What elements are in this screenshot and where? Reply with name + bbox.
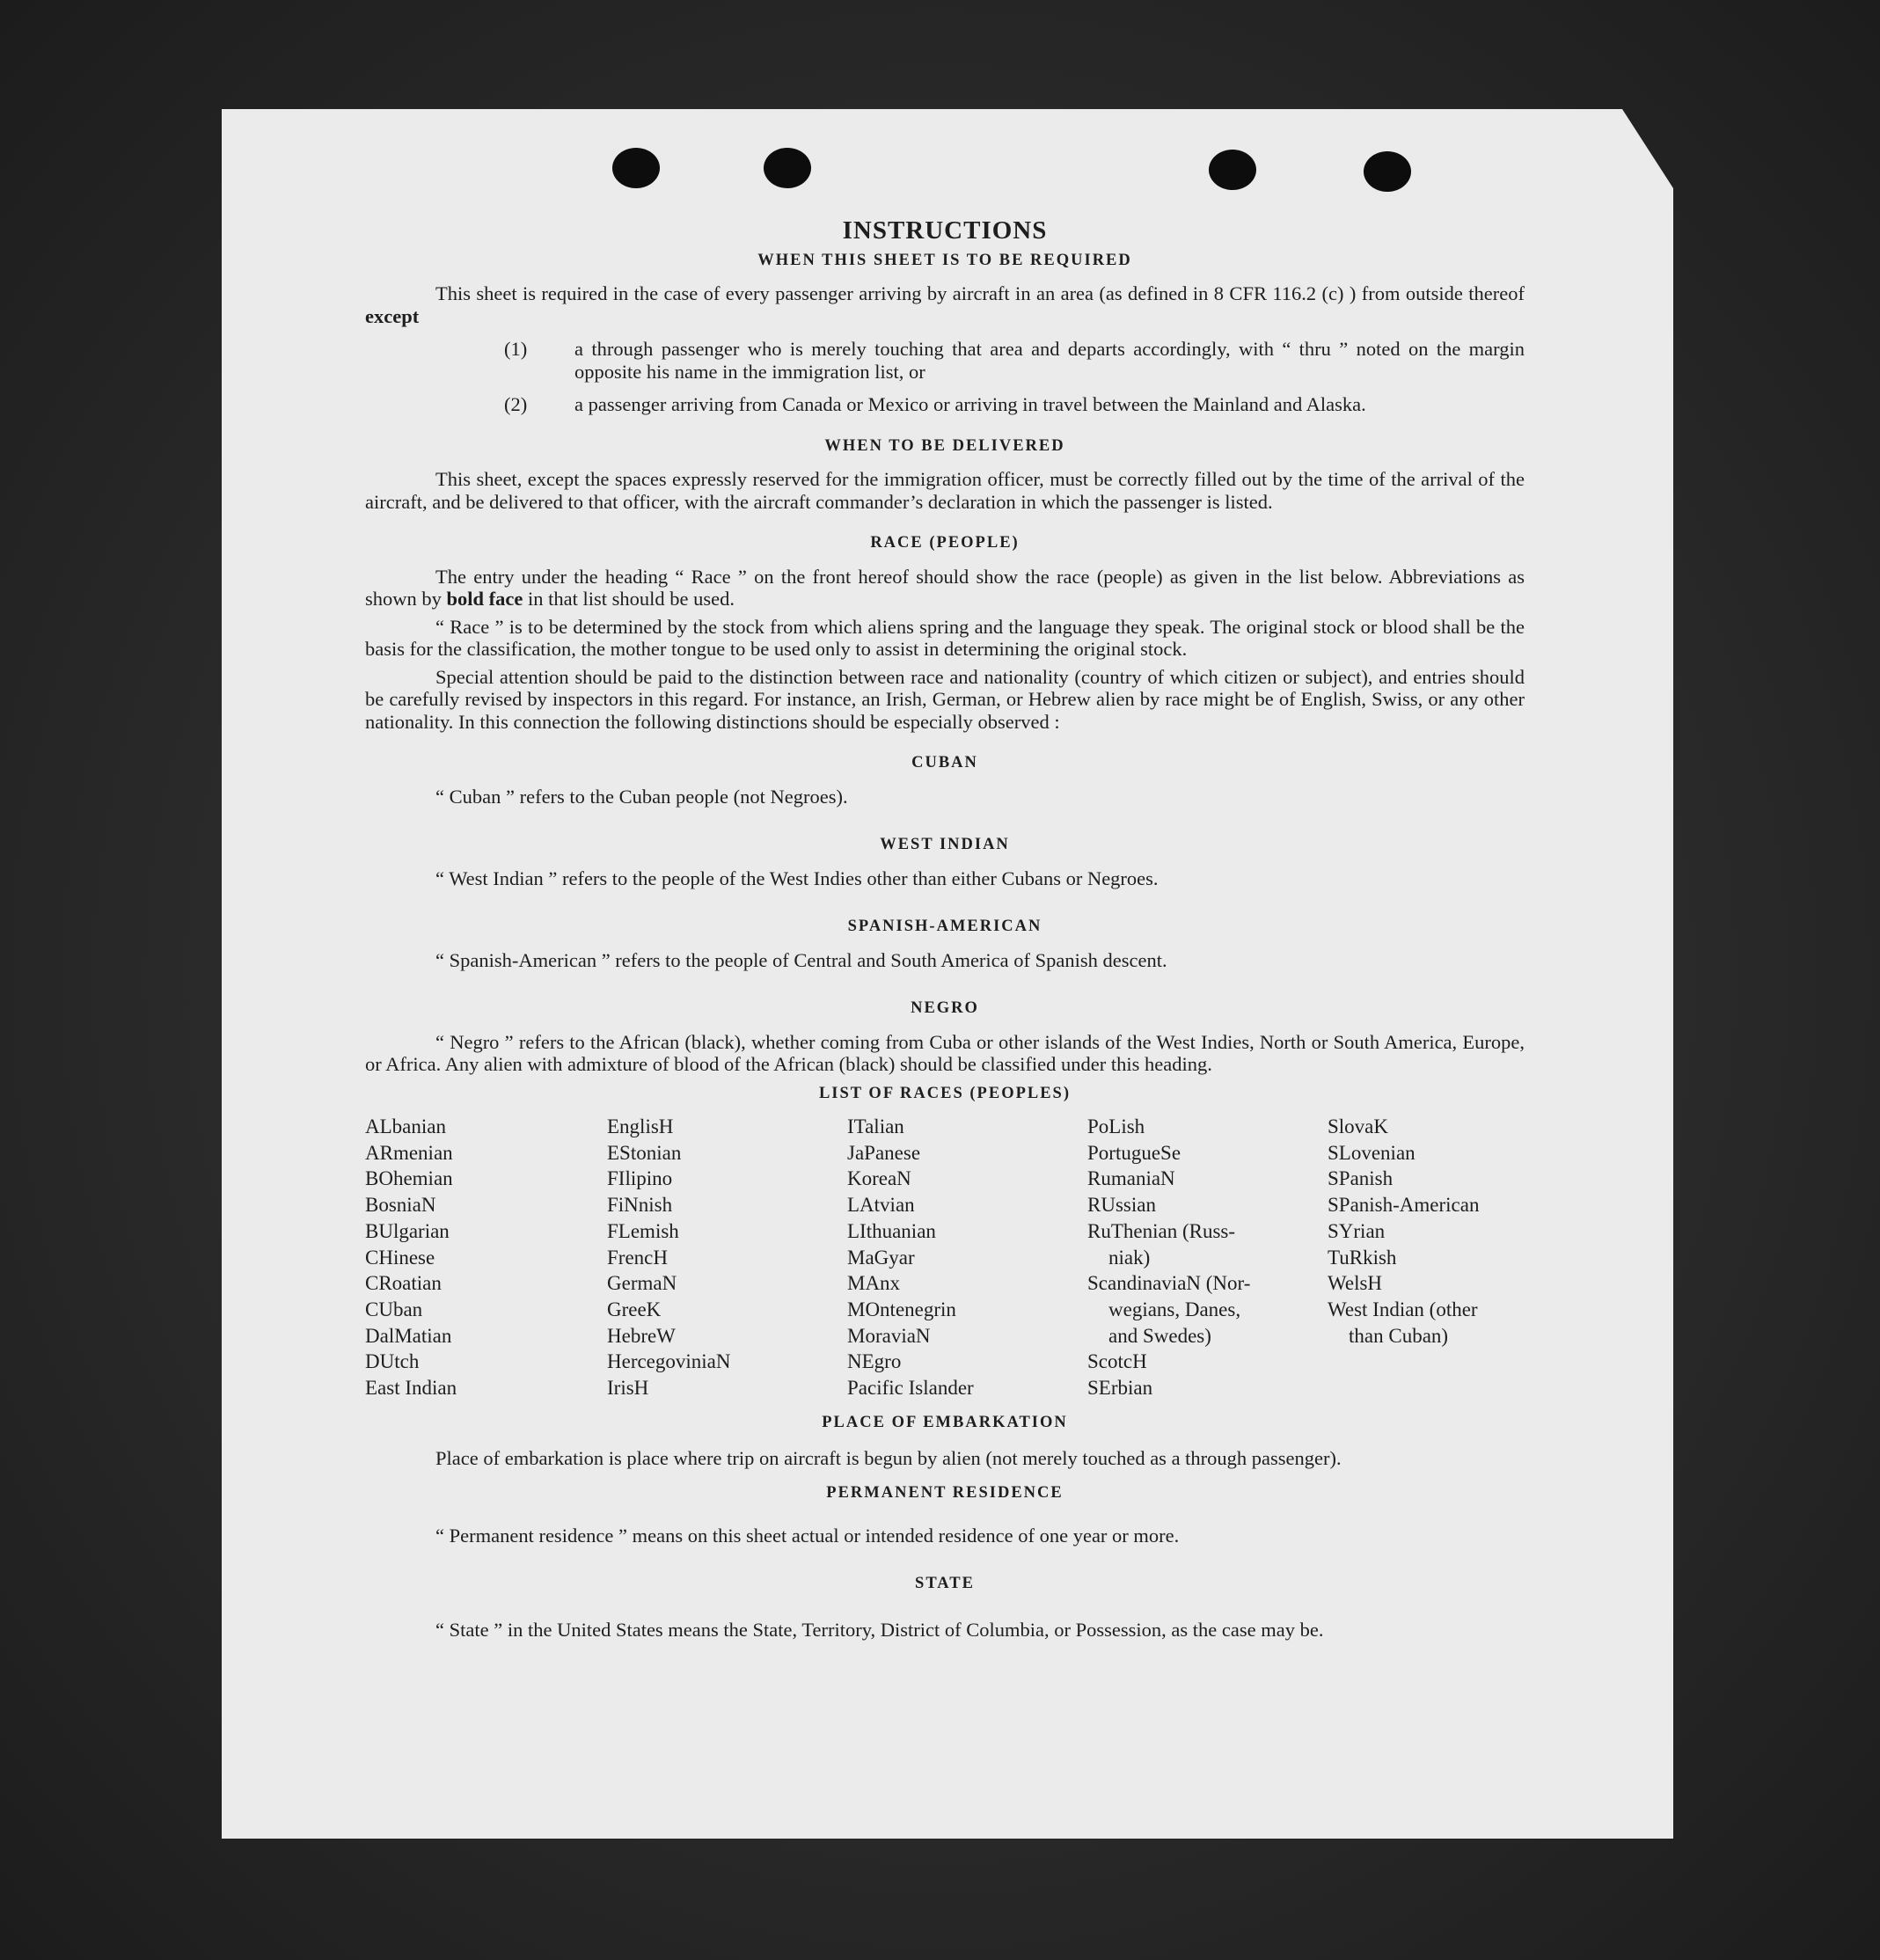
race-entry: HebreW [607,1324,676,1347]
race-p1-bold: bold face [446,588,523,610]
race-entry: RuThenian (Russ- [1087,1219,1236,1242]
page-title: INSTRUCTIONS [842,216,1048,245]
race-entry: PortugueSe [1087,1141,1181,1164]
section-heading-state: STATE [915,1575,975,1593]
race-entry: SPanish [1328,1167,1394,1190]
negro-text: “ Negro ” refers to the African (black), whether coming from Cuba or other islands of the West Indies, North or South America, Europe, or Africa. Any alien with admixture of blood of the African (black) should be classified under this heading. [365,1030,1525,1075]
instructions-content [365,216,1525,1644]
race-entry: CRoatian [365,1272,442,1295]
race-entry: ARmenian [365,1141,453,1164]
when-delivered-text: This sheet, except the spaces expressly reserved for the immigration officer, must be correctly filled out by the time of the arrival of the aircraft, and be delivered to that officer, with the aircraft commander’s declaration in which the passenger is listed. [365,468,1525,513]
race-entry: MoraviaN [847,1324,931,1347]
section-heading-cuban: CUBAN [911,754,978,772]
race-entry: WelsH [1328,1272,1383,1295]
section-heading-negro: NEGRO [911,999,979,1017]
race-entry: NEgro [847,1350,902,1373]
race-paragraph-1 [365,566,1525,611]
race-p1-end: in that list should be used. [528,588,735,610]
cuban-text: “ Cuban ” refers to the Cuban people (not Negroes). [435,785,848,808]
race-entry-continuation: than Cuban) [1349,1324,1449,1347]
race-entry: ScotcH [1087,1350,1147,1373]
race-entry: RUssian [1087,1194,1156,1217]
race-entry: SYrian [1328,1219,1386,1242]
race-entry: SErbian [1087,1377,1153,1400]
exception-item [365,393,1525,416]
section-heading-embarkation: PLACE OF EMBARKATION [822,1413,1068,1431]
race-entry: FLemish [607,1219,679,1242]
race-entry: FIlipino [607,1167,673,1190]
west-indian-text: “ West Indian ” refers to the people of the West Indies other than either Cubans or Negroes. [435,867,1159,889]
race-entry: DUtch [365,1350,420,1373]
race-entry: RumaniaN [1087,1167,1175,1190]
race-entry: BosniaN [365,1194,436,1217]
section-heading-west-indian: WEST INDIAN [880,836,1010,853]
state-text: “ State ” in the United States means the State, Territory, District of Columbia, or Possession, as the case may be. [435,1618,1324,1641]
race-entry: KoreaN [847,1167,911,1190]
race-entry: DalMatian [365,1324,452,1347]
race-entry: PoLish [1087,1115,1145,1137]
races-column-4 [1087,1114,1328,1401]
race-paragraph-2: “ Race ” is to be determined by the stock from which aliens spring and the language they speak. The original stock or blood shall be the basis for the classification, the mother tongue to be used only to assist in determining the original stock. [365,615,1525,660]
races-column-5 [1328,1114,1591,1401]
race-entry: FiNnish [607,1194,673,1217]
race-entry: SLovenian [1328,1141,1415,1164]
race-entry: ITalian [847,1115,904,1137]
item-number: (1) [504,338,528,360]
punch-hole [1209,150,1256,190]
section-heading-list-of-races: LIST OF RACES (PEOPLES) [818,1084,1072,1102]
race-entry: ALbanian [365,1115,446,1137]
embarkation-text: Place of embarkation is place where trip on aircraft is begun by alien (not merely touched as a through passenger). [435,1447,1342,1470]
race-entry: GreeK [607,1298,662,1320]
race-entry: LAtvian [847,1194,915,1217]
race-entry: MAnx [847,1272,901,1295]
race-entry: HercegoviniaN [607,1350,731,1373]
race-entry: IrisH [607,1377,649,1400]
race-entry: East Indian [365,1377,457,1400]
section-heading-spanish-american: SPANISH-AMERICAN [847,918,1042,935]
race-entry: CHinese [365,1246,435,1269]
item-number: (2) [504,393,528,415]
race-entry: BUlgarian [365,1219,450,1242]
races-list [365,1114,1525,1401]
exception-item [365,338,1525,383]
section-heading-permanent-residence: PERMANENT RESIDENCE [826,1484,1064,1503]
races-column-2 [607,1114,847,1401]
punch-hole [612,148,660,188]
race-entry: EnglisH [607,1115,674,1137]
race-entry: SPanish-American [1328,1194,1480,1217]
race-paragraph-3: Special attention should be paid to the distinction between race and nationality (country of which citizen or subject), and entries should be carefully revised by inspectors in this regard. For instance, an Irish, German, or Hebrew alien by race might be of English, Swiss, or any other nationality. In this connection the following distinctions should be especially observed : [365,665,1525,733]
punch-hole [764,148,811,188]
race-entry-continuation: niak) [1108,1246,1151,1269]
section-heading-race: RACE (PEOPLE) [870,534,1020,552]
punch-hole [1364,151,1411,192]
race-entry: TuRkish [1328,1246,1397,1269]
item-text: a passenger arriving from Canada or Mexico or arriving in travel between the Mainland and Alaska. [574,393,1366,415]
intro-except: except [365,304,420,327]
race-entry: JaPanese [847,1141,921,1164]
race-entry: SlovaK [1328,1115,1388,1137]
race-entry: BOhemian [365,1167,453,1190]
residence-text: “ Permanent residence ” means on this sheet actual or intended residence of one year or more. [435,1524,1180,1547]
race-entry-continuation: wegians, Danes, [1108,1298,1241,1320]
race-entry: Pacific Islander [847,1377,974,1400]
race-p1-start: The entry under the heading “ Race ” on the front hereof should show the race (people) as given in the list below. Abbreviations as shown by [365,565,1525,610]
when-required-intro [365,282,1525,327]
spanish-american-text: “ Spanish-American ” refers to the people of Central and South America of Spanish descent. [435,948,1167,971]
race-entry: CUban [365,1298,423,1320]
intro-text: This sheet is required in the case of every passenger arriving by aircraft in an area (as defined in 8 CFR 116.2 (c) ) from outside thereof [435,282,1525,304]
race-entry-continuation: and Swedes) [1108,1324,1211,1347]
item-text: a through passenger who is merely touching that area and departs accordingly, with “ thru ” noted on the margin opposite his name in the immigration list, or [574,338,1525,383]
section-heading-when-delivered: WHEN TO BE DELIVERED [824,436,1065,455]
race-entry: FrencH [607,1246,668,1269]
race-entry: ScandinaviaN (Nor- [1087,1272,1251,1295]
race-entry: EStonian [607,1141,682,1164]
race-entry: LIthuanian [847,1219,936,1242]
race-entry: MaGyar [847,1246,915,1269]
races-column-1 [365,1114,607,1401]
section-heading-when-required: WHEN THIS SHEET IS TO BE REQUIRED [757,251,1132,269]
race-entry: GermaN [607,1272,677,1295]
race-entry: MOntenegrin [847,1298,956,1320]
races-column-3 [847,1114,1087,1401]
race-entry: West Indian (other [1328,1298,1478,1320]
